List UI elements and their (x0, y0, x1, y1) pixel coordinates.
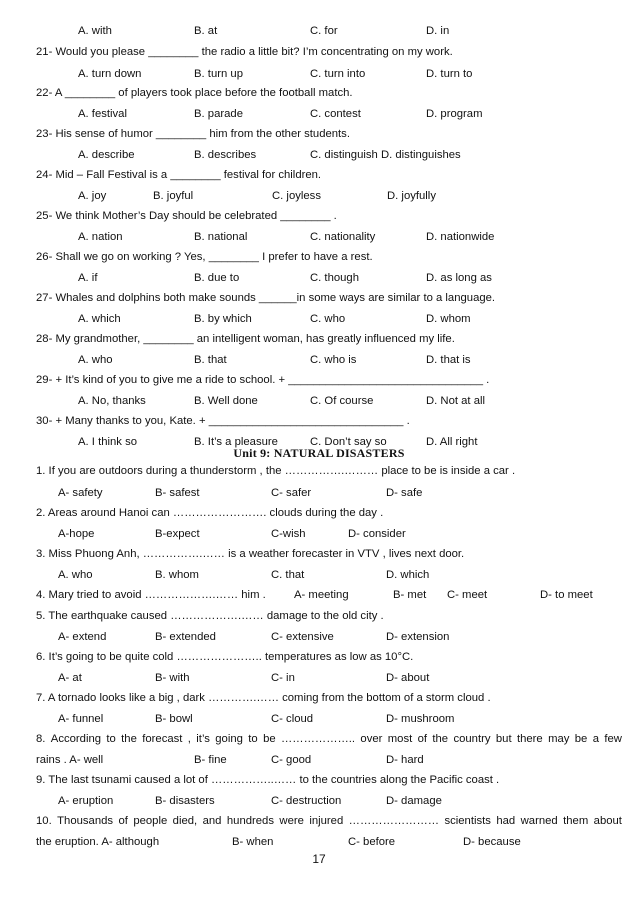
answer-option: C. nationality (310, 231, 376, 243)
answer-option: D- extension (386, 631, 450, 643)
answer-option: B- extended (155, 631, 216, 643)
answer-option: C- safer (271, 487, 312, 499)
answer-option: B. that (194, 354, 227, 366)
answer-option: C- good (271, 754, 312, 766)
answer-option: C. who (310, 313, 346, 325)
answer-option: D. All right (426, 436, 478, 448)
answer-option: B. turn up (194, 68, 243, 80)
answer-option: D- about (386, 672, 430, 684)
answer-option: A. joy (78, 190, 107, 202)
answer-option: D- safe (386, 487, 423, 499)
answer-option: A. festival (78, 108, 127, 120)
answer-option: C- meet (447, 589, 488, 601)
answer-option: 4. Mary tried to avoid ……………….…… him . (36, 589, 266, 601)
answer-option: D. Not at all (426, 395, 486, 407)
answer-option: B. by which (194, 313, 252, 325)
answer-option: A- funnel (58, 713, 104, 725)
answer-option: A- safety (58, 487, 103, 499)
answer-option: A. turn down (78, 68, 142, 80)
page-number: 17 (312, 852, 326, 866)
answer-option: B. It’s a pleasure (194, 436, 278, 448)
answer-option: B- met (393, 589, 427, 601)
question-text: 24- Mid – Fall Festival is a ________ festival for children. (36, 169, 322, 181)
answer-option: B- when (232, 836, 274, 848)
answer-option: D- consider (348, 528, 406, 540)
answer-option: D. nationwide (426, 231, 495, 243)
answer-option: D- hard (386, 754, 424, 766)
answer-option: A. nation (78, 231, 123, 243)
answer-option: A. who (78, 354, 113, 366)
answer-option: D. joyfully (387, 190, 436, 202)
answer-option: the eruption. A- although (36, 836, 160, 848)
question-text: 7. A tornado looks like a big , dark ………….…… coming from the bottom of a storm cloud . (36, 692, 491, 704)
unit-title: Unit 9: NATURAL DISASTERS (233, 446, 405, 460)
question-text: 29- + It’s kind of you to give me a ride to school. + _______________________________ . (36, 374, 490, 386)
answer-option: C- in (271, 672, 295, 684)
answer-option: A- extend (58, 631, 107, 643)
answer-option: B. parade (194, 108, 243, 120)
answer-option: C- cloud (271, 713, 314, 725)
answer-option: A. No, thanks (78, 395, 146, 407)
answer-option: A- at (58, 672, 82, 684)
question-text: 21- Would you please ________ the radio a little bit? I’m concentrating on my work. (36, 46, 453, 58)
answer-option: B- fine (194, 754, 227, 766)
answer-option: D- to meet (540, 589, 593, 601)
answer-option: C. that (271, 569, 305, 581)
question-text: 5. The earthquake caused ……………….…… damage to the old city . (36, 610, 384, 622)
question-text: 26- Shall we go on working ? Yes, ________ I prefer to have a rest. (36, 251, 373, 263)
answer-option: A- eruption (58, 795, 114, 807)
answer-option: C. Of course (310, 395, 374, 407)
answer-option: C- before (348, 836, 396, 848)
answer-option: C. for (310, 25, 338, 37)
question-text: 3. Miss Phuong Anh, …………….…… is a weather forecaster in VTV , lives next door. (36, 548, 465, 560)
question-text: 9. The last tsunami caused a lot of ……………..…… to the countries along the Pacific coast . (36, 774, 500, 786)
question-text: 30- + Many thanks to you, Kate. + _______________________________ . (36, 415, 410, 427)
answer-option: rains . A- well (36, 754, 104, 766)
answer-option: B- with (155, 672, 190, 684)
question-text: 23- His sense of humor ________ him from the other students. (36, 128, 350, 140)
answer-option: D. which (386, 569, 430, 581)
answer-option: C. contest (310, 108, 361, 120)
answer-option: D. that is (426, 354, 471, 366)
answer-option: D- mushroom (386, 713, 455, 725)
answer-option: C. though (310, 272, 359, 284)
answer-option: C-wish (271, 528, 306, 540)
question-text: 6. It’s going to be quite cold ………………….. temperatures as low as 10°C. (36, 651, 414, 663)
question-text: 28- My grandmother, ________ an intelligent woman, has greatly influenced my life. (36, 333, 455, 345)
answer-option: D. whom (426, 313, 471, 325)
question-text: 8. According to the forecast , it’s going to be ……………….. over most of the country but there may be a few (36, 733, 622, 745)
answer-option: B-expect (155, 528, 200, 540)
answer-option: C. turn into (310, 68, 366, 80)
answer-option: B. due to (194, 272, 240, 284)
answer-option: B. at (194, 25, 218, 37)
answer-option: C- destruction (271, 795, 342, 807)
answer-option: A. which (78, 313, 121, 325)
answer-option: D- because (463, 836, 521, 848)
answer-option: B- disasters (155, 795, 215, 807)
question-text: 25- We think Mother’s Day should be celebrated ________ . (36, 210, 337, 222)
question-text: 10. Thousands of people died, and hundreds were injured …………………… scientists had warned them about (36, 815, 622, 827)
answer-option: A. I think so (78, 436, 138, 448)
answer-option: A-hope (58, 528, 95, 540)
answer-option: A- meeting (294, 589, 349, 601)
question-text: 2. Areas around Hanoi can ……………………. clouds during the day . (36, 507, 384, 519)
answer-option: B. joyful (153, 190, 194, 202)
answer-option: C. Don’t say so (310, 436, 387, 448)
answer-option: B- safest (155, 487, 200, 499)
question-text: 22- A ________ of players took place before the football match. (36, 87, 353, 99)
answer-option: C. who is (310, 354, 357, 366)
answer-option: A. describe (78, 149, 135, 161)
answer-option: C. distinguish D. distinguishes (310, 149, 461, 161)
answer-option: C. joyless (272, 190, 321, 202)
answer-option: D. in (426, 25, 450, 37)
question-text: 27- Whales and dolphins both make sounds ______in some ways are similar to a language. (36, 292, 496, 304)
answer-option: D. program (426, 108, 483, 120)
answer-option: B. whom (155, 569, 199, 581)
answer-option: B. national (194, 231, 248, 243)
answer-option: A. who (58, 569, 93, 581)
answer-option: C- extensive (271, 631, 334, 643)
answer-option: A. with (78, 25, 112, 37)
answer-option: D- damage (386, 795, 442, 807)
answer-option: A. if (78, 272, 98, 284)
answer-option: B. describes (194, 149, 257, 161)
answer-option: B. Well done (194, 395, 258, 407)
question-text: 1. If you are outdoors during a thunderstorm , the …………….……… place to be is inside a car . (36, 465, 516, 477)
answer-option: D. turn to (426, 68, 473, 80)
answer-option: B- bowl (155, 713, 193, 725)
answer-option: D. as long as (426, 272, 492, 284)
